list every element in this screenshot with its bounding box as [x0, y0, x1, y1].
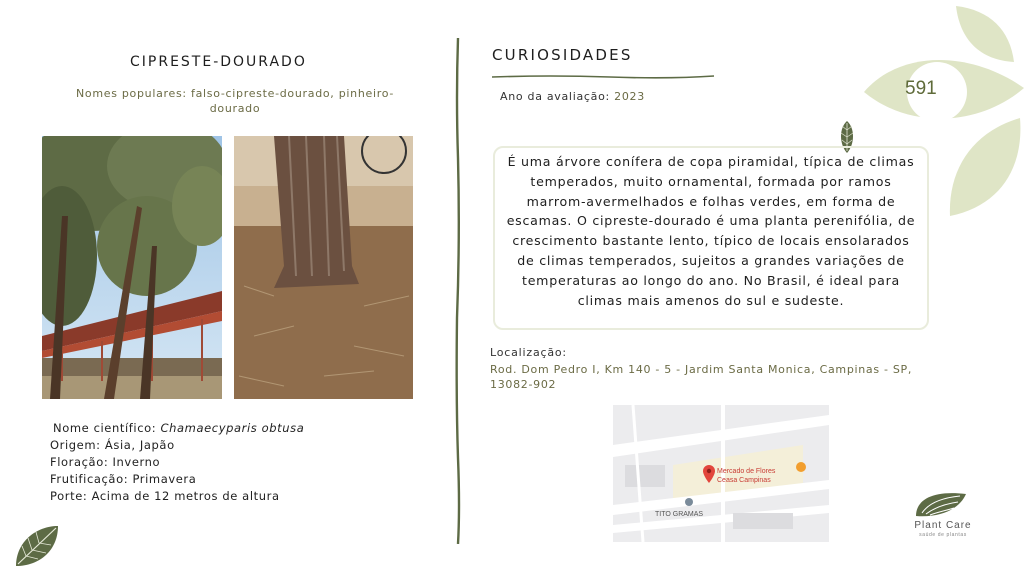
- evaluation-year-label: Ano da avaliação:: [500, 90, 610, 103]
- popular-names-label: Nomes populares:: [76, 87, 187, 100]
- flowering-row: Floração: Inverno: [50, 455, 161, 469]
- plant-title: CIPRESTE-DOURADO: [130, 54, 307, 70]
- map-nearby-label: TITO GRAMAS: [655, 511, 704, 518]
- scientific-name-row: [50, 420, 304, 437]
- popular-names-value: falso-cipreste-dourado, pinheiro-dourado: [191, 87, 394, 115]
- brand-tagline: saúde de plantas: [919, 532, 967, 538]
- map-place-line1: Mercado de Flores: [717, 468, 776, 475]
- column-divider: [455, 38, 461, 544]
- evaluation-year-value: 2023: [614, 90, 645, 103]
- tree-canopy-photo: [42, 136, 222, 399]
- leaf-icon: [12, 522, 60, 574]
- description-box: É uma árvore conífera de copa piramidal, típica de climas temperados, muito ornamental, formada por ramos marrom-avermelhados e folhas verdes, em forma de escamas. O cipreste-dourado é uma planta perenifólia, de crescimento bastante lento, típico de locais ensolarados de climas temperados, sujeitos a grandes variações de temperaturas ao longo do ano. No Brasil, é ideal para climas mais amenos do sul e sudeste.: [493, 146, 929, 330]
- decorative-leaves: [860, 0, 1024, 234]
- record-number-badge: 591: [905, 78, 937, 99]
- map-pin-icon: [703, 465, 715, 487]
- brand-name: Plant Care: [914, 520, 972, 531]
- title-underline: [490, 66, 716, 74]
- tree-trunk-photo: [234, 136, 413, 399]
- popular-names: [52, 86, 418, 116]
- size-row: Porte: Acima de 12 metros de altura: [50, 489, 280, 503]
- scientific-name-label: Nome científico:: [53, 421, 157, 435]
- map-place-label: [717, 467, 775, 485]
- evaluation-year: [500, 90, 645, 103]
- location-address: Rod. Dom Pedro I, Km 140 - 5 - Jardim Santa Monica, Campinas - SP, 13082-902: [490, 363, 913, 391]
- origin-row: Origem: Ásia, Japão: [50, 438, 175, 452]
- map-place-line2: Ceasa Campinas: [717, 477, 771, 484]
- plant-facts: [50, 420, 304, 505]
- location-label: Localização:: [490, 346, 567, 359]
- location-map[interactable]: [613, 405, 829, 542]
- curiosities-title: CURIOSIDADES: [492, 46, 633, 64]
- fruiting-row: Frutificação: Primavera: [50, 472, 197, 486]
- plant-care-logo: [904, 486, 980, 524]
- scientific-name-value: Chamaecyparis obtusa: [160, 421, 305, 435]
